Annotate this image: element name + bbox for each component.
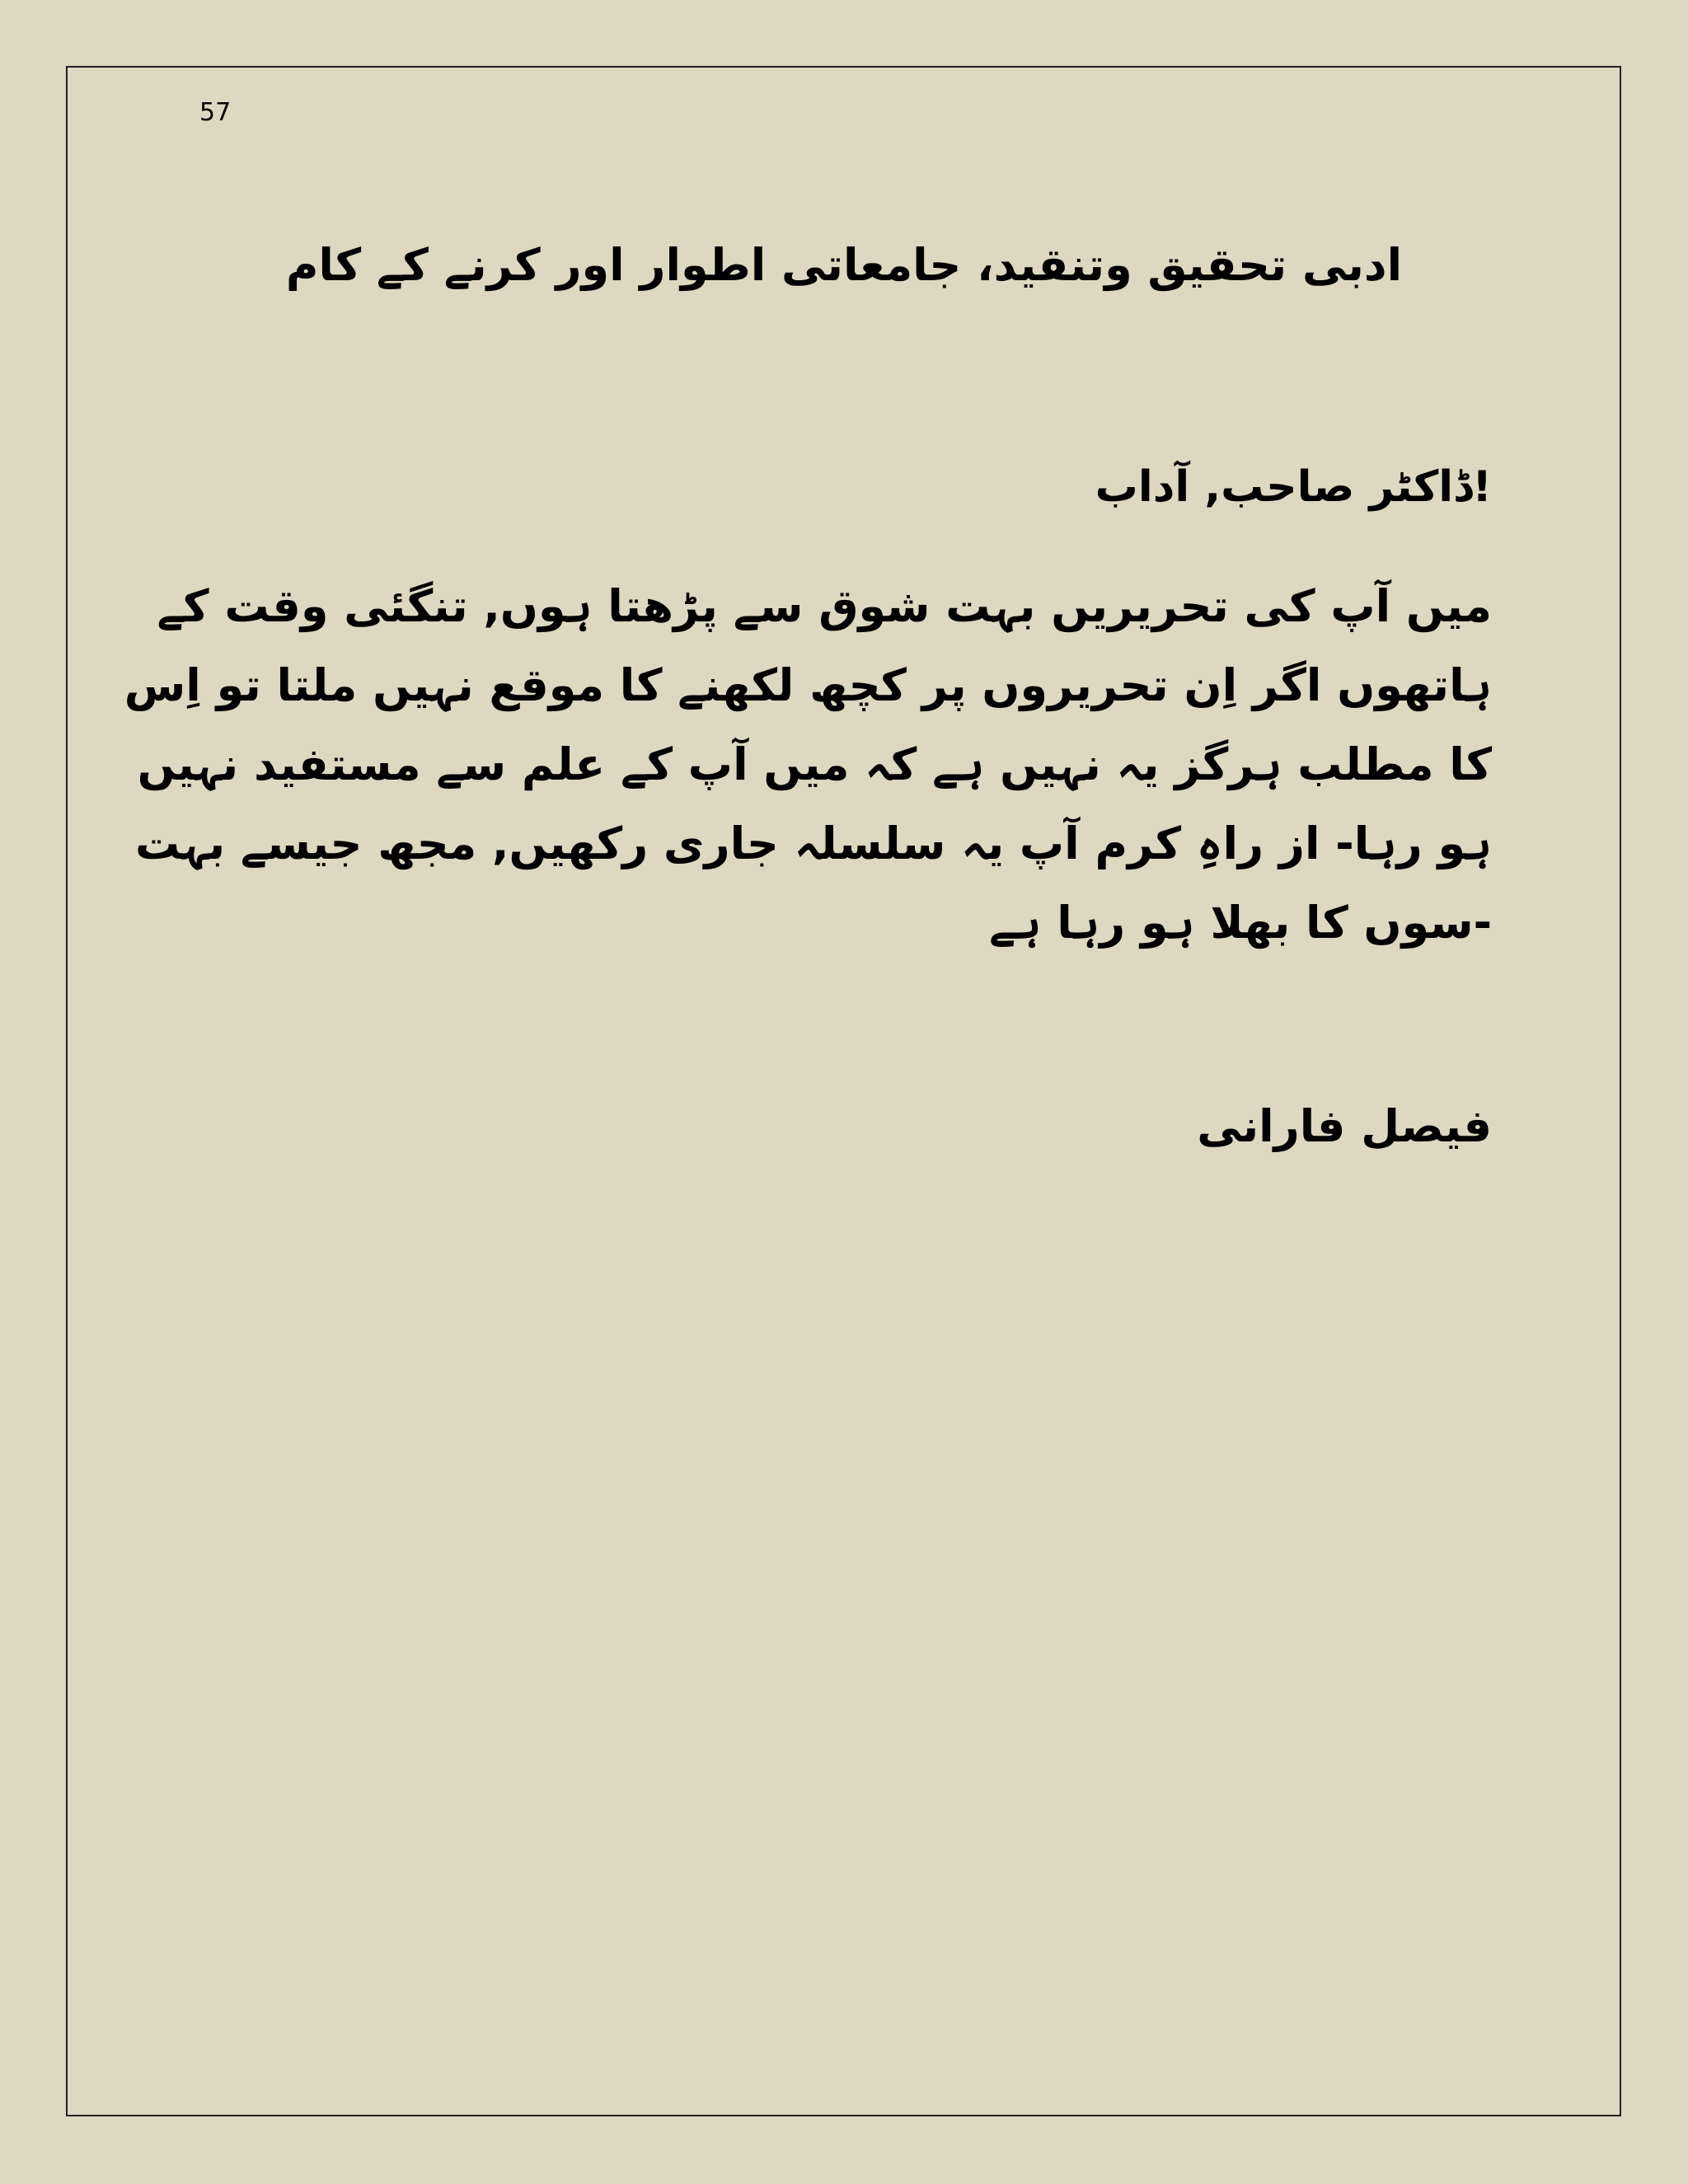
page-title: ادبی تحقیق وتنقید، جامعاتی اطوار اور کرنے کے کام <box>285 239 1403 291</box>
body-line: ہو رہا- از راہِ کرم آپ یہ سلسلہ جاری رکھیں, مجھ جیسے بہت <box>135 818 1492 869</box>
salutation: !ڈاکٹر صاحب, آداب <box>1095 462 1492 512</box>
page-number: 57 <box>199 98 232 127</box>
body-line: -سوں کا بھلا ہو رہا ہے <box>989 897 1492 949</box>
page-border <box>66 66 1621 2116</box>
letter-body <box>124 567 1492 963</box>
body-line: کا مطلب ہرگز یہ نہیں ہے کہ میں آپ کے علم سے مستفید نہیں <box>137 738 1492 790</box>
body-line: میں آپ کی تحریریں بہت شوق سے پڑھتا ہوں, تنگئی وقت کے <box>157 580 1492 632</box>
signature: فیصل فارانی <box>1197 1100 1492 1152</box>
body-line: ہاتھوں اگر اِن تحریروں پر کچھ لکھنے کا موقع نہیں ملتا تو اِس <box>124 659 1492 711</box>
